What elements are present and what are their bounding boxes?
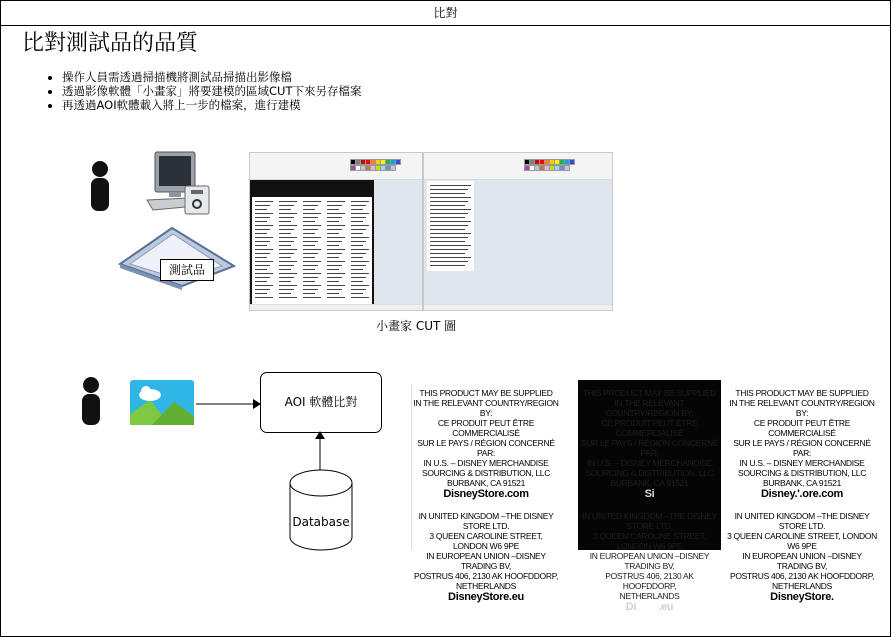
scanned-text-line <box>351 201 369 202</box>
scanned-text-line <box>255 265 270 266</box>
scanned-text-line <box>430 265 465 266</box>
sample-line: SUR LE PAYS / RÉGION CONCERNÉ PAR: <box>417 438 555 458</box>
scanned-text-line <box>255 293 267 294</box>
scanned-text-line <box>351 249 369 250</box>
difference-text <box>578 388 721 614</box>
sample-brand: DisneyStore.com <box>443 488 529 500</box>
scanned-text-line <box>279 221 291 222</box>
palette-swatch <box>564 165 570 171</box>
instruction-item: • 操作人員需透過掃描機將測試品掃描出影像檔 <box>62 70 361 84</box>
paint-statusbar <box>424 304 612 310</box>
scanned-text-line <box>255 249 273 250</box>
scanned-text-line <box>255 221 267 222</box>
scanned-text-line <box>255 213 273 214</box>
instruction-list <box>44 70 361 112</box>
scanned-text-line <box>279 289 294 290</box>
scanned-text-line <box>327 257 339 258</box>
scanned-text-line <box>327 265 342 266</box>
instruction-item: • 透過影像軟體「小畫家」將要建模的區域CUT下來另存檔案 <box>62 84 361 98</box>
scanned-text-line <box>327 253 342 254</box>
scanned-text-line <box>303 245 315 246</box>
scanned-text-line <box>430 237 468 238</box>
sample-line: IN THE RELEVANT COUNTRY/REGION BY: <box>413 398 559 418</box>
scanned-text-line <box>351 233 363 234</box>
computer-icon <box>145 150 213 216</box>
scanned-text-line <box>351 209 363 210</box>
scanned-text-line <box>351 205 366 206</box>
scanned-text-line <box>430 261 468 262</box>
sample-line: SUR LE PAYS / RÉGION CONCERNÉ PAR: <box>580 438 719 458</box>
paint-screenshot-left <box>249 152 423 311</box>
scanned-text-line <box>279 265 294 266</box>
scanned-text-line <box>279 225 297 226</box>
palette-swatch <box>390 165 396 171</box>
sample-line: IN THE RELEVANT COUNTRY/REGION BY: <box>605 398 694 418</box>
cut-region-image <box>427 181 474 271</box>
sample-line: POSTRUS 406, 2130 AK HOOFDDORP, <box>413 571 559 581</box>
scanned-text-line <box>279 277 294 278</box>
scanned-text-line <box>430 245 471 246</box>
sample-line: NETHERLANDS <box>772 581 832 591</box>
scanned-text-line <box>351 297 369 298</box>
scanned-text-line <box>303 277 318 278</box>
scanned-labels <box>252 197 372 305</box>
scanned-text-line <box>279 261 297 262</box>
sample-line: CE PRODUIT PEUT ÊTRE COMMERCIALISÉ <box>753 418 851 438</box>
sample-line: CE PRODUIT PEUT ÊTRE COMMERCIALISÉ <box>601 418 698 438</box>
scanned-text-line <box>351 285 369 286</box>
page-tab-title: 比對 <box>433 6 458 20</box>
scanned-text-line <box>351 257 363 258</box>
scanned-text-line <box>351 293 363 294</box>
sample-line: IN THE RELEVANT COUNTRY/REGION BY: <box>729 398 875 418</box>
scanned-text-line <box>255 237 273 238</box>
sample-line: IN UNITED KINGDOM –THE DISNEY STORE LTD. <box>734 511 870 531</box>
database-icon <box>289 469 353 553</box>
sample-line: NETHERLANDS <box>456 581 516 591</box>
sample-line: IN EUROPEAN UNION –DISNEY TRADING BV, <box>426 551 546 571</box>
scanned-text-line <box>255 273 273 274</box>
scanned-text-line <box>279 293 291 294</box>
sample-line: IN UNITED KINGDOM –THE DISNEY STORE LTD. <box>418 511 554 531</box>
scanned-text-line <box>327 237 345 238</box>
sample-line: IN EUROPEAN UNION –DISNEY TRADING BV, <box>742 551 862 571</box>
sample-line: THIS PRODUCT MAY BE SUPPLIED <box>419 388 553 398</box>
scanned-text-line <box>430 185 471 186</box>
scanned-text-line <box>351 217 366 218</box>
scanned-text-line <box>303 225 321 226</box>
screenshot-caption: 小畫家 CUT 圖 <box>376 319 457 333</box>
scanned-text-line <box>351 273 369 274</box>
scanned-text-line <box>327 201 345 202</box>
scanned-text-line <box>255 209 267 210</box>
scanned-text-line <box>255 257 267 258</box>
scanned-text-line <box>327 269 339 270</box>
scanned-text-line <box>279 209 291 210</box>
scanned-text-line <box>430 189 468 190</box>
scanned-text-line <box>279 201 297 202</box>
scanned-text-line <box>255 225 273 226</box>
sample-line: IN UNITED KINGDOM –THE DISNEY STORE LTD. <box>582 511 717 531</box>
divider <box>411 384 412 550</box>
scanned-text-line <box>430 213 468 214</box>
scanned-text-line <box>351 213 369 214</box>
scanned-text-line <box>279 257 291 258</box>
scanned-text-line <box>327 241 342 242</box>
sample-line: BURBANK, CA 91521 <box>762 478 842 488</box>
reference-sample <box>412 388 560 604</box>
scanned-text-line <box>279 253 294 254</box>
sample-line: THIS PRODUCT MAY BE SUPPLIED <box>582 388 717 398</box>
sample-line: NETHERLANDS <box>619 591 680 601</box>
scanned-text-line <box>430 225 468 226</box>
sample-line: IN U.S. – DISNEY MERCHANDISE <box>586 458 713 468</box>
scanned-text-line <box>303 285 321 286</box>
scanned-text-line <box>327 213 345 214</box>
scanned-text-line <box>430 257 471 258</box>
scanned-text-line <box>327 281 339 282</box>
scanned-text-line <box>255 289 270 290</box>
scanned-text-line <box>327 293 339 294</box>
scanned-text-line <box>303 261 321 262</box>
scanned-text-line <box>255 229 270 230</box>
sample-line: 3 QUEEN CAROLINE STREET, LONDON W6 9PE <box>592 531 707 551</box>
scanned-text-line <box>279 245 291 246</box>
sample-line: POSTRUS 406, 2130 AK HOOFDDORP, <box>605 571 694 591</box>
scanned-text-line <box>351 265 366 266</box>
scanned-text-line <box>255 285 273 286</box>
page-title-bar <box>1 1 890 26</box>
scanned-text-line <box>303 289 318 290</box>
sample-line: IN U.S. – DISNEY MERCHANDISE <box>739 458 865 468</box>
scanned-text-line <box>327 225 345 226</box>
scanned-text-line <box>303 221 315 222</box>
test-sample <box>726 388 878 604</box>
scanned-text-line <box>430 241 465 242</box>
scanned-text-line <box>303 281 315 282</box>
paint-ribbon <box>424 153 612 180</box>
scanned-text-line <box>279 233 291 234</box>
test-item-label: 測試品 <box>160 259 214 281</box>
scanned-text-line <box>327 297 345 298</box>
scanned-text-line <box>351 281 363 282</box>
scanned-text-line <box>327 209 339 210</box>
scanned-text-line <box>327 233 339 234</box>
scanned-text-line <box>303 265 318 266</box>
scanned-text-line <box>255 201 273 202</box>
scanned-text-line <box>327 249 345 250</box>
scanned-text-line <box>430 221 471 222</box>
scanned-text-line <box>279 285 297 286</box>
sample-line: POSTRUS 406, 2130 AK HOOFDDORP, <box>729 571 875 581</box>
instruction-item: • 再透過AOI軟體載入將上一步的檔案，進行建模 <box>62 98 361 112</box>
scanned-text-line <box>303 241 318 242</box>
scanned-text-line <box>327 289 342 290</box>
scanned-text-line <box>430 253 465 254</box>
sample-brand: Di .eu <box>625 601 674 613</box>
scanned-text-line <box>351 289 366 290</box>
scanned-text-line <box>351 237 369 238</box>
sample-line: SOURCING & DISTRIBUTION, LLC <box>585 468 714 478</box>
scanned-text-line <box>255 241 270 242</box>
scanned-text-line <box>303 273 321 274</box>
scanned-text-line <box>303 253 318 254</box>
scanned-text-line <box>303 257 315 258</box>
scanned-text-line <box>327 221 339 222</box>
scanned-text-line <box>351 261 369 262</box>
scanned-text-line <box>303 269 315 270</box>
sample-brand: Disney.'.ore.com <box>761 488 843 500</box>
scanned-text-line <box>351 225 369 226</box>
scanned-text-line <box>279 297 297 298</box>
scanned-text-line <box>430 197 471 198</box>
operator-icon <box>88 160 112 212</box>
sample-line: BURBANK, CA 91521 <box>610 478 689 488</box>
scanned-text-line <box>303 205 318 206</box>
scanned-text-line <box>279 213 297 214</box>
scanned-text-line <box>255 277 270 278</box>
scanned-text-line <box>430 217 465 218</box>
scanned-text-line <box>255 269 267 270</box>
scanned-text-line <box>351 229 366 230</box>
scanned-text-line <box>255 261 273 262</box>
page-heading: 比對測試品的品質 <box>22 31 199 56</box>
sample-line: BURBANK, CA 91521 <box>446 478 526 488</box>
scanned-text-line <box>430 205 465 206</box>
scanned-text-line <box>351 221 363 222</box>
scanned-text-line <box>327 273 345 274</box>
scanned-text-line <box>351 241 366 242</box>
image-file-icon <box>130 380 196 426</box>
scanned-text-line <box>351 245 363 246</box>
sample-line: IN EUROPEAN UNION –DISNEY TRADING BV, <box>589 551 710 571</box>
sample-brand: DisneyStore. <box>770 591 834 603</box>
sample-line: SUR LE PAYS / RÉGION CONCERNÉ PAR: <box>733 438 871 458</box>
scanned-text-line <box>430 193 465 194</box>
scanned-text-line <box>279 281 291 282</box>
sample-brand: DisneyStore.eu <box>448 591 524 603</box>
arrow-to-aoi <box>196 398 262 410</box>
sample-line: SOURCING & DISTRIBUTION, LLC <box>737 468 867 478</box>
paint-statusbar <box>250 304 422 310</box>
scanned-text-line <box>303 217 318 218</box>
scanned-text-line <box>430 233 471 234</box>
database-label: Database <box>292 515 350 529</box>
scanned-text-line <box>327 245 339 246</box>
aoi-compare-box[interactable]: AOI 軟體比對 <box>260 372 382 433</box>
scanned-text-line <box>351 253 366 254</box>
scanned-text-line <box>279 217 294 218</box>
sample-line: SOURCING & DISTRIBUTION, LLC <box>421 468 551 478</box>
scanned-text-line <box>303 229 318 230</box>
scanned-text-line <box>327 205 342 206</box>
scanned-text-line <box>303 293 315 294</box>
scanned-text-line <box>303 237 321 238</box>
arrow-db-to-aoi <box>314 431 326 471</box>
scanned-text-line <box>279 249 297 250</box>
scanned-text-line <box>255 205 270 206</box>
scanned-text-line <box>327 217 342 218</box>
scanned-text-line <box>351 277 366 278</box>
scanned-text-line <box>255 245 267 246</box>
scanned-text-line <box>351 269 363 270</box>
sample-line: THIS PRODUCT MAY BE SUPPLIED <box>735 388 869 398</box>
scanned-text-line <box>255 281 267 282</box>
scanned-text-line <box>430 229 465 230</box>
paint-screenshot-right <box>423 152 613 311</box>
scanned-text-line <box>303 213 321 214</box>
scanned-text-line <box>327 261 345 262</box>
scanned-text-line <box>430 201 468 202</box>
scanned-text-line <box>303 233 315 234</box>
sample-line: 3 QUEEN CAROLINE STREET, LONDON W6 9PE <box>429 531 543 551</box>
sample-line: 3 QUEEN CAROLINE STREET, LONDON W6 9PE <box>727 531 877 551</box>
scanned-text-line <box>279 237 297 238</box>
scanned-text-line <box>279 241 294 242</box>
scanned-text-line <box>279 273 297 274</box>
scanned-text-line <box>255 217 270 218</box>
scanned-text-line <box>303 249 321 250</box>
scanned-text-line <box>303 209 315 210</box>
scanned-text-line <box>327 277 342 278</box>
scanned-text-line <box>279 269 291 270</box>
scanned-text-line <box>255 297 273 298</box>
scanned-text-line <box>255 233 267 234</box>
scanned-text-line <box>303 201 321 202</box>
sample-line: IN U.S. – DISNEY MERCHANDISE <box>423 458 549 468</box>
scanned-text-line <box>255 253 270 254</box>
sample-line: CE PRODUIT PEUT ÊTRE COMMERCIALISÉ <box>437 418 535 438</box>
scanned-text-line <box>279 229 294 230</box>
operator-icon <box>79 376 103 426</box>
scanned-text-line <box>430 249 468 250</box>
scanned-text-line <box>327 229 342 230</box>
paint-ribbon <box>250 153 422 180</box>
scanned-text-line <box>327 285 345 286</box>
scanned-text-line <box>279 205 294 206</box>
sample-brand: Si <box>644 488 655 500</box>
scanned-text-line <box>303 297 321 298</box>
scanned-text-line <box>430 209 471 210</box>
